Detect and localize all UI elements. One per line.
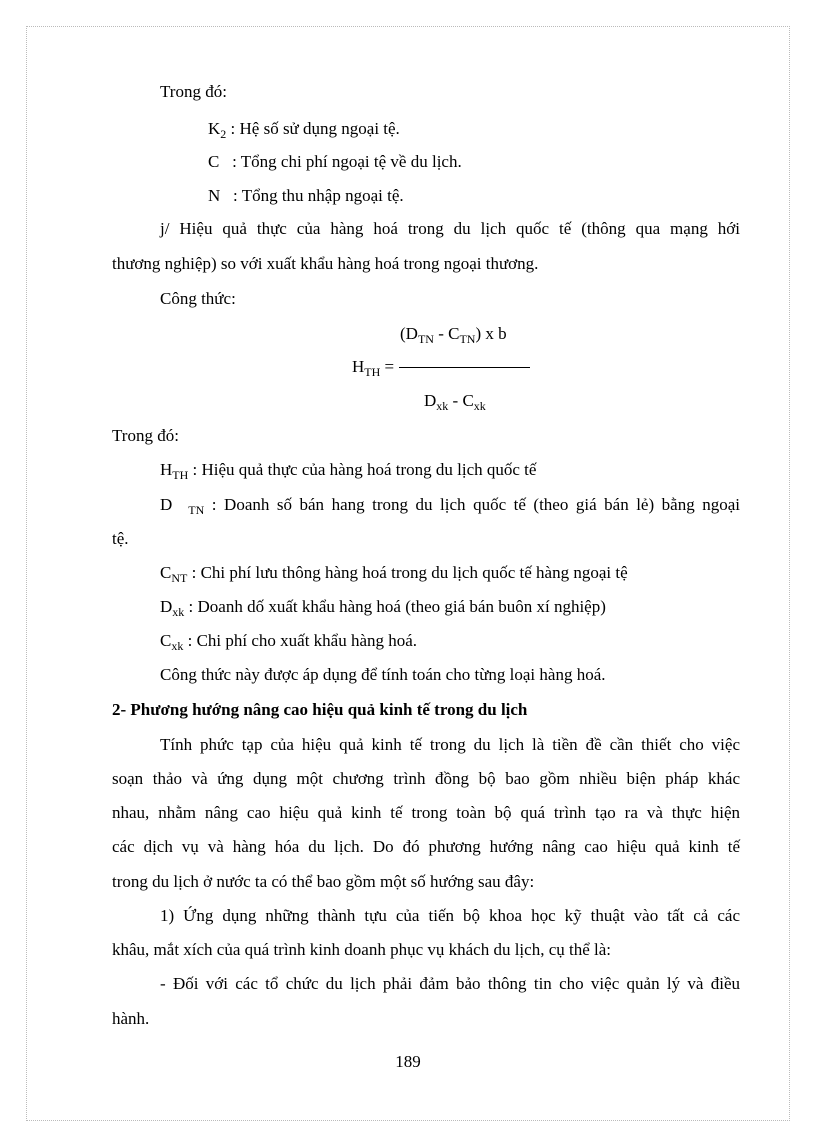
formula-numerator bbox=[400, 324, 507, 344]
para2-line: khâu, mắt xích của quá trình kinh doanh phục vụ khách du lịch, cụ thể là: bbox=[112, 940, 612, 959]
para1-line: các dịch vụ và hàng hóa du lịch. Do đó phương hướng nâng cao hiệu quả kinh tế bbox=[112, 837, 740, 856]
def-text: : Doanh dố xuất khẩu hàng hoá (theo giá bán buôn xí nghiệp) bbox=[184, 597, 606, 616]
def-subscript: xk bbox=[172, 605, 185, 619]
equals-sign: = bbox=[380, 357, 395, 376]
def-symbol: N bbox=[208, 186, 221, 205]
def-dtn bbox=[160, 495, 740, 515]
def-text: : Tổng thu nhập ngoại tệ. bbox=[220, 186, 404, 205]
section-j-line2: thương nghiệp) so với xuất khẩu hàng hoá trong ngoại thương. bbox=[112, 254, 539, 273]
def-subscript: NT bbox=[171, 571, 188, 585]
para1-line: trong du lịch ở nước ta có thể bao gồm một số hướng sau đây: bbox=[112, 872, 535, 891]
fraction-bar bbox=[399, 367, 530, 368]
def-dtn-line2: tệ. bbox=[112, 529, 129, 548]
para1-line: nhau, nhằm nâng cao hiệu quả kinh tế trong toàn bộ quá trình tạo ra và thực hiện bbox=[112, 803, 740, 822]
def-text: : Chi phí cho xuất khẩu hàng hoá. bbox=[183, 631, 418, 650]
num-part: (D bbox=[400, 324, 418, 343]
def-cnt bbox=[160, 563, 628, 583]
def-text: : Chi phí lưu thông hàng hoá trong du lịch quốc tế hàng ngoại tệ bbox=[187, 563, 628, 582]
applied-note: Công thức này được áp dụng để tính toán cho từng loại hàng hoá. bbox=[160, 665, 606, 684]
para1-line: soạn thảo và ứng dụng một chương trình đồng bộ bao gồm nhiều biện pháp khác bbox=[112, 769, 740, 788]
def-text: : Hệ số sử dụng ngoại tệ. bbox=[226, 119, 400, 138]
def-symbol: D bbox=[160, 597, 173, 616]
num-sub: TN bbox=[459, 332, 476, 346]
den-part: - C bbox=[448, 391, 474, 410]
num-part: ) x b bbox=[475, 324, 507, 343]
para3-line: - Đối với các tổ chức du lịch phải đảm bảo thông tin cho việc quản lý và điều bbox=[160, 974, 740, 993]
page-bottom-border bbox=[26, 1120, 790, 1121]
def-symbol: H bbox=[160, 460, 173, 479]
def-text: : Tổng chi phí ngoại tệ về du lịch. bbox=[219, 152, 462, 171]
num-sub: TN bbox=[417, 332, 434, 346]
def-subscript: 2 bbox=[220, 127, 227, 141]
den-sub: xk bbox=[473, 399, 486, 413]
intro-label-2: Trong đó: bbox=[112, 426, 179, 445]
def-symbol: C bbox=[160, 563, 172, 582]
intro-label-1: Trong đó: bbox=[160, 82, 227, 101]
def-n bbox=[208, 186, 404, 206]
def-c bbox=[208, 152, 462, 172]
section-2-heading: 2- Phương hướng nâng cao hiệu quả kinh tế trong du lịch bbox=[112, 700, 528, 719]
para2-line: 1) Ứng dụng những thành tựu của tiến bộ khoa học kỹ thuật vào tất cả các bbox=[160, 906, 740, 925]
num-part: - C bbox=[433, 324, 460, 343]
def-k2 bbox=[208, 119, 400, 139]
formula-lhs bbox=[352, 357, 394, 377]
section-j-line1: j/ Hiệu quả thực của hàng hoá trong du lịch quốc tế (thông qua mạng hới bbox=[160, 219, 740, 238]
para3-line: hành. bbox=[112, 1009, 150, 1028]
def-hth bbox=[160, 460, 536, 480]
def-symbol: K bbox=[208, 119, 221, 138]
den-sub: xk bbox=[436, 399, 449, 413]
formula-denominator bbox=[424, 391, 486, 411]
def-subscript: TN bbox=[188, 503, 205, 517]
para1-line: Tính phức tạp của hiệu quả kinh tế trong du lịch là tiền đề cần thiết cho việc bbox=[160, 735, 740, 754]
def-dxk bbox=[160, 597, 606, 617]
def-text: : Hiệu quả thực của hàng hoá trong du lịch quốc tế bbox=[188, 460, 537, 479]
def-symbol: C bbox=[208, 152, 220, 171]
den-part: D bbox=[424, 391, 437, 410]
lhs-sub: TH bbox=[364, 365, 381, 379]
def-subscript: xk bbox=[171, 639, 184, 653]
formula-label: Công thức: bbox=[160, 289, 236, 308]
def-symbol: C bbox=[160, 631, 172, 650]
def-subscript: TH bbox=[172, 468, 189, 482]
lhs-symbol: H bbox=[352, 357, 365, 376]
def-text: : Doanh số bán hang trong du lịch quốc tế (theo giá bán lẻ) bằng ngoại bbox=[204, 495, 740, 514]
page-number: 189 bbox=[395, 1052, 421, 1071]
def-cxk bbox=[160, 631, 417, 651]
def-symbol: D bbox=[160, 495, 173, 514]
